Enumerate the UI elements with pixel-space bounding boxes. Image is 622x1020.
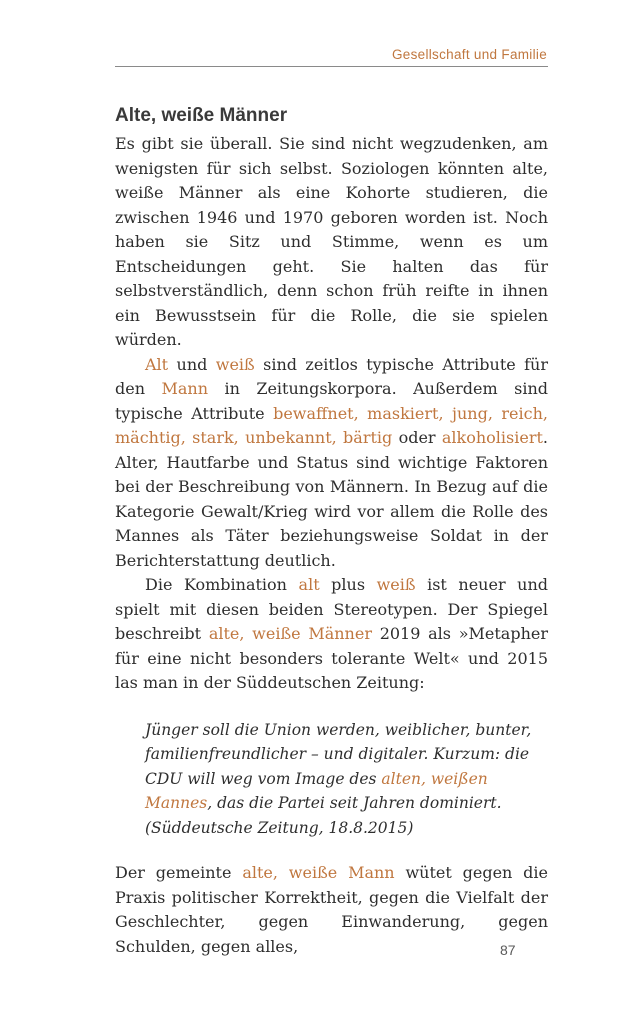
highlight-term: alt [298, 575, 320, 594]
paragraph-1: Es gibt sie überall. Sie sind nicht wegzudenken, am wenigsten für sich selbst. Soziologen könnten alte, weiße Männer als eine Kohorte studieren, die zwischen 1946 und 1970 geboren worden ist. Noch haben sie Sitz und Stimme, wenn es um Entscheidungen geht. Sie halten das für selbstverständlich, denn schon früh reifte in ihnen ein Bewusstsein für die Rolle, die sie spielen würden. [115, 134, 548, 349]
block-quote: Jünger soll die Union werden, weiblicher, bunter, familienfreundlicher – und digitaler. Kurzum: die CDU will weg vom Image des alten, weißen Mannes, das die Partei seit Jahren dominiert. (Süddeutsche Zeitung, 18.8.2015) [145, 720, 532, 837]
highlight-term-list: bewaffnet, maskiert, jung, reich, mächtig, stark, unbekannt, bärtig [115, 403, 548, 447]
section-title: Alte, weiße Männer [115, 105, 288, 126]
highlight-phrase: alte, weiße Mann [242, 863, 395, 882]
running-header: Gesellschaft und Familie [391, 47, 547, 62]
page-number: 87 [500, 942, 516, 958]
header-rule [115, 66, 548, 67]
highlight-phrase: alte, weiße Männer [208, 624, 372, 643]
body-text [115, 132, 548, 959]
highlight-term: weiß [215, 354, 255, 374]
paragraph-2: Alt und weiß sind zeitlos typische Attribute für den Mann in Zeitungskorpora. Außerdem sind typische Attribute bewaffnet, maskiert, jung, reich, mächtig, stark, unbekannt, bärtig oder alkoholisiert. Alter, Hautfarbe und Status sind wichtige Faktoren bei der Beschreibung von Männern. In Bezug auf die Kategorie Gewalt/Krieg wird vor allem die Rolle des Mannes als Täter beziehungsweise Soldat in der Berichterstattung deutlich. [115, 354, 548, 570]
paragraph-3: Die Kombination alt plus weiß ist neuer und spielt mit diesen beiden Stereotypen. Der Spiegel beschreibt alte, weiße Männer 2019 als »Metapher für eine nicht besonders tolerante Welt« und 2015 las man in der Süddeutschen Zeitung: [115, 575, 549, 692]
highlight-term: Alt [145, 354, 169, 374]
highlight-term: weiß [376, 575, 416, 594]
paragraph-4: Der gemeinte alte, weiße Mann wütet gegen die Praxis politischer Korrektheit, gegen die Vielfalt der Geschlechter, gegen Einwanderung, gegen Schulden, gegen alles, [115, 863, 549, 956]
highlight-phrase: alten, weißen Mannes [145, 769, 488, 812]
highlight-term: alkoholisiert [441, 428, 543, 447]
highlight-term: Mann [161, 379, 209, 398]
